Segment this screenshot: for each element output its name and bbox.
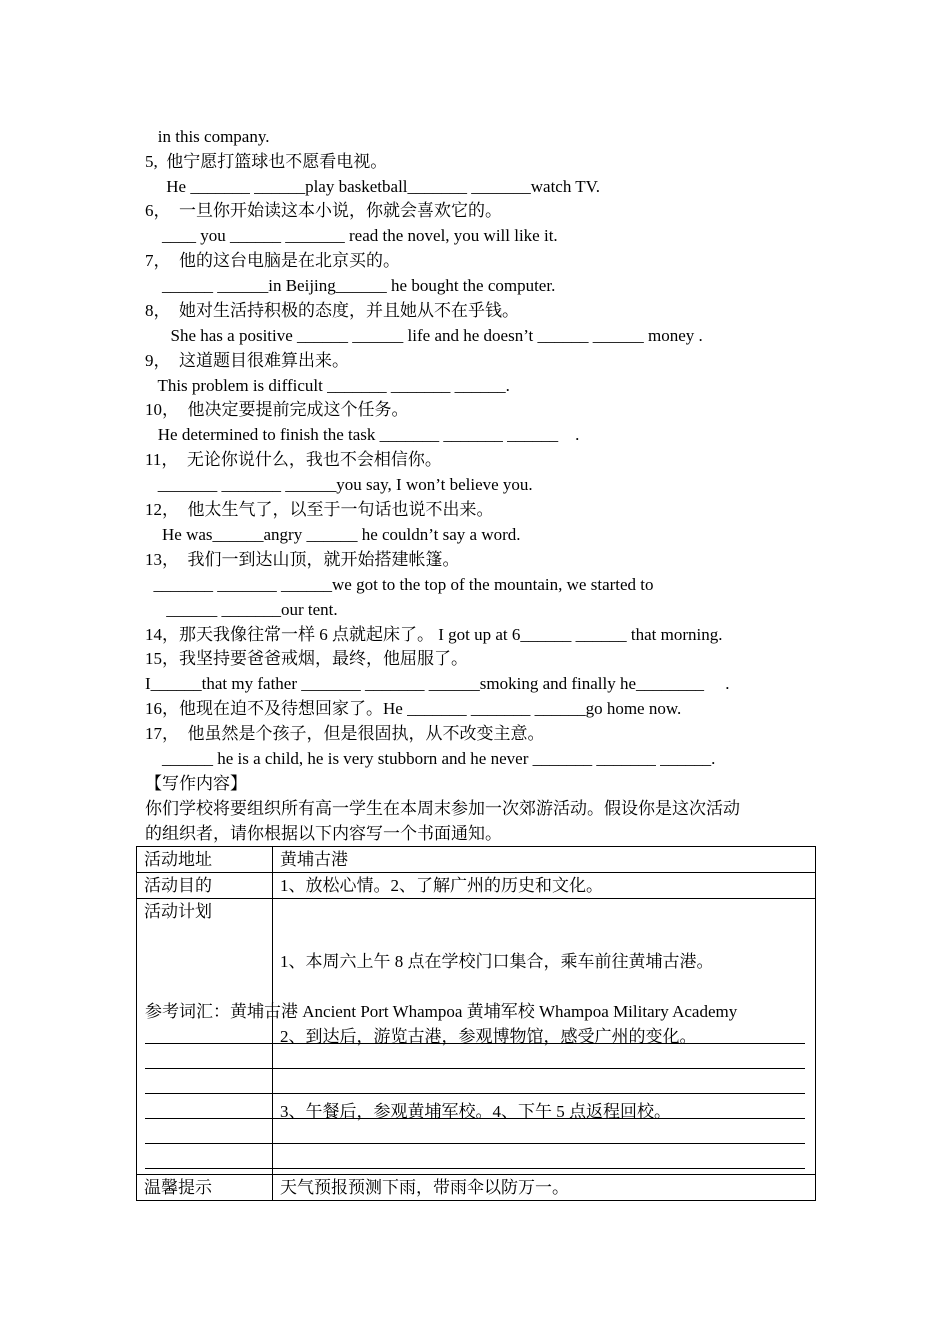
writing-answer-line[interactable] bbox=[145, 1068, 805, 1069]
purpose-label: 活动目的 bbox=[137, 873, 273, 899]
writing-intro-line-1: 你们学校将要组织所有高一学生在本周末参加一次郊游活动。假设你是这次活动 bbox=[145, 799, 740, 818]
exercise-15-answer: I______that my father _______ _______ ______smoking and finally he________ . bbox=[145, 674, 730, 693]
exercise-8-answer: She has a positive ______ ______ life and he doesn’t ______ ______ money . bbox=[145, 326, 703, 345]
address-value: 黄埔古港 bbox=[273, 847, 816, 873]
exercise-13-answer-cont: ______ _______our tent. bbox=[145, 600, 338, 619]
tip-label: 温馨提示 bbox=[137, 1175, 273, 1201]
exercise-10-prompt: 10， 他决定要提前完成这个任务。 bbox=[145, 400, 409, 419]
vocab-line: 参考词汇：黄埔古港 Ancient Port Whampoa 黄埔军校 Whampoa Military Academy bbox=[145, 1002, 738, 1021]
exercise-12-prompt: 12， 他太生气了，以至于一句话也说不出来。 bbox=[145, 500, 494, 519]
address-label: 活动地址 bbox=[137, 847, 273, 873]
purpose-value: 1、放松心情。2、了解广州的历史和文化。 bbox=[273, 873, 816, 899]
table-row bbox=[137, 1175, 816, 1201]
exercise-9-answer: This problem is difficult _______ _______ ______. bbox=[145, 376, 510, 395]
exercise-11-prompt: 11， 无论你说什么，我也不会相信你。 bbox=[145, 450, 442, 469]
plan-line-3: 3、午餐后，参观黄埔军校。4、下午 5 点返程回校。 bbox=[280, 1102, 671, 1121]
exercise-8-prompt: 8， 她对生活持积极的态度，并且她从不在乎钱。 bbox=[145, 301, 519, 320]
writing-answer-line[interactable] bbox=[145, 1093, 805, 1094]
exercise-6-prompt: 6， 一旦你开始读这本小说，你就会喜欢它的。 bbox=[145, 201, 502, 220]
writing-heading: 【写作内容】 bbox=[145, 774, 247, 793]
exercise-17-answer: ______ he is a child, he is very stubborn and he never _______ _______ ______. bbox=[145, 749, 716, 768]
table-row bbox=[137, 873, 816, 899]
table-row bbox=[137, 899, 816, 1175]
exercise-7-answer: ______ ______in Beijing______ he bought the computer. bbox=[145, 276, 556, 295]
tip-value: 天气预报预测下雨，带雨伞以防万一。 bbox=[273, 1175, 816, 1201]
exercise-13-prompt: 13， 我们一到达山顶，就开始搭建帐篷。 bbox=[145, 550, 460, 569]
table-row bbox=[137, 847, 816, 873]
exercise-16: 16，他现在迫不及待想回家了。He _______ _______ ______go home now. bbox=[145, 699, 682, 718]
exercise-11-answer: _______ _______ ______you say, I won’t believe you. bbox=[145, 475, 533, 494]
exercise-5-answer: He _______ ______play basketball_______ _______watch TV. bbox=[145, 177, 601, 196]
plan-value bbox=[273, 899, 816, 1175]
writing-intro-line-2: 的组织者，请你根据以下内容写一个书面通知。 bbox=[145, 824, 502, 843]
plan-label: 活动计划 bbox=[137, 899, 273, 1175]
writing-answer-line[interactable] bbox=[145, 1043, 805, 1044]
exercise-13-answer: _______ _______ ______we got to the top of the mountain, we started to bbox=[145, 575, 654, 594]
writing-answer-line[interactable] bbox=[145, 1118, 805, 1119]
exercise-17-prompt: 17， 他虽然是个孩子，但是很固执，从不改变主意。 bbox=[145, 724, 545, 743]
exercise-14: 14，那天我像往常一样 6 点就起床了。 I got up at 6______ ______ that morning. bbox=[145, 625, 723, 644]
writing-answer-line[interactable] bbox=[145, 1168, 805, 1169]
plan-line-1: 1、本周六上午 8 点在学校门口集合，乘车前往黄埔古港。 bbox=[280, 952, 714, 971]
writing-answer-line[interactable] bbox=[145, 1143, 805, 1144]
exercise-9-prompt: 9， 这道题目很难算出来。 bbox=[145, 351, 349, 370]
exercise-5-prompt: 5, 他宁愿打篮球也不愿看电视。 bbox=[145, 152, 388, 171]
exercise-10-answer: He determined to finish the task _______ _______ ______ . bbox=[145, 425, 580, 444]
exercise-line: in this company. bbox=[145, 127, 270, 146]
exercise-7-prompt: 7， 他的这台电脑是在北京买的。 bbox=[145, 251, 400, 270]
exercise-12-answer: He was______angry ______ he couldn’t say a word. bbox=[145, 525, 521, 544]
exercise-6-answer: ____ you ______ _______ read the novel, you will like it. bbox=[145, 226, 558, 245]
plan-line-2: 2、到达后，游览古港，参观博物馆，感受广州的变化。 bbox=[280, 1027, 697, 1046]
exercise-15-prompt: 15，我坚持要爸爸戒烟，最终，他屈服了。 bbox=[145, 649, 468, 668]
